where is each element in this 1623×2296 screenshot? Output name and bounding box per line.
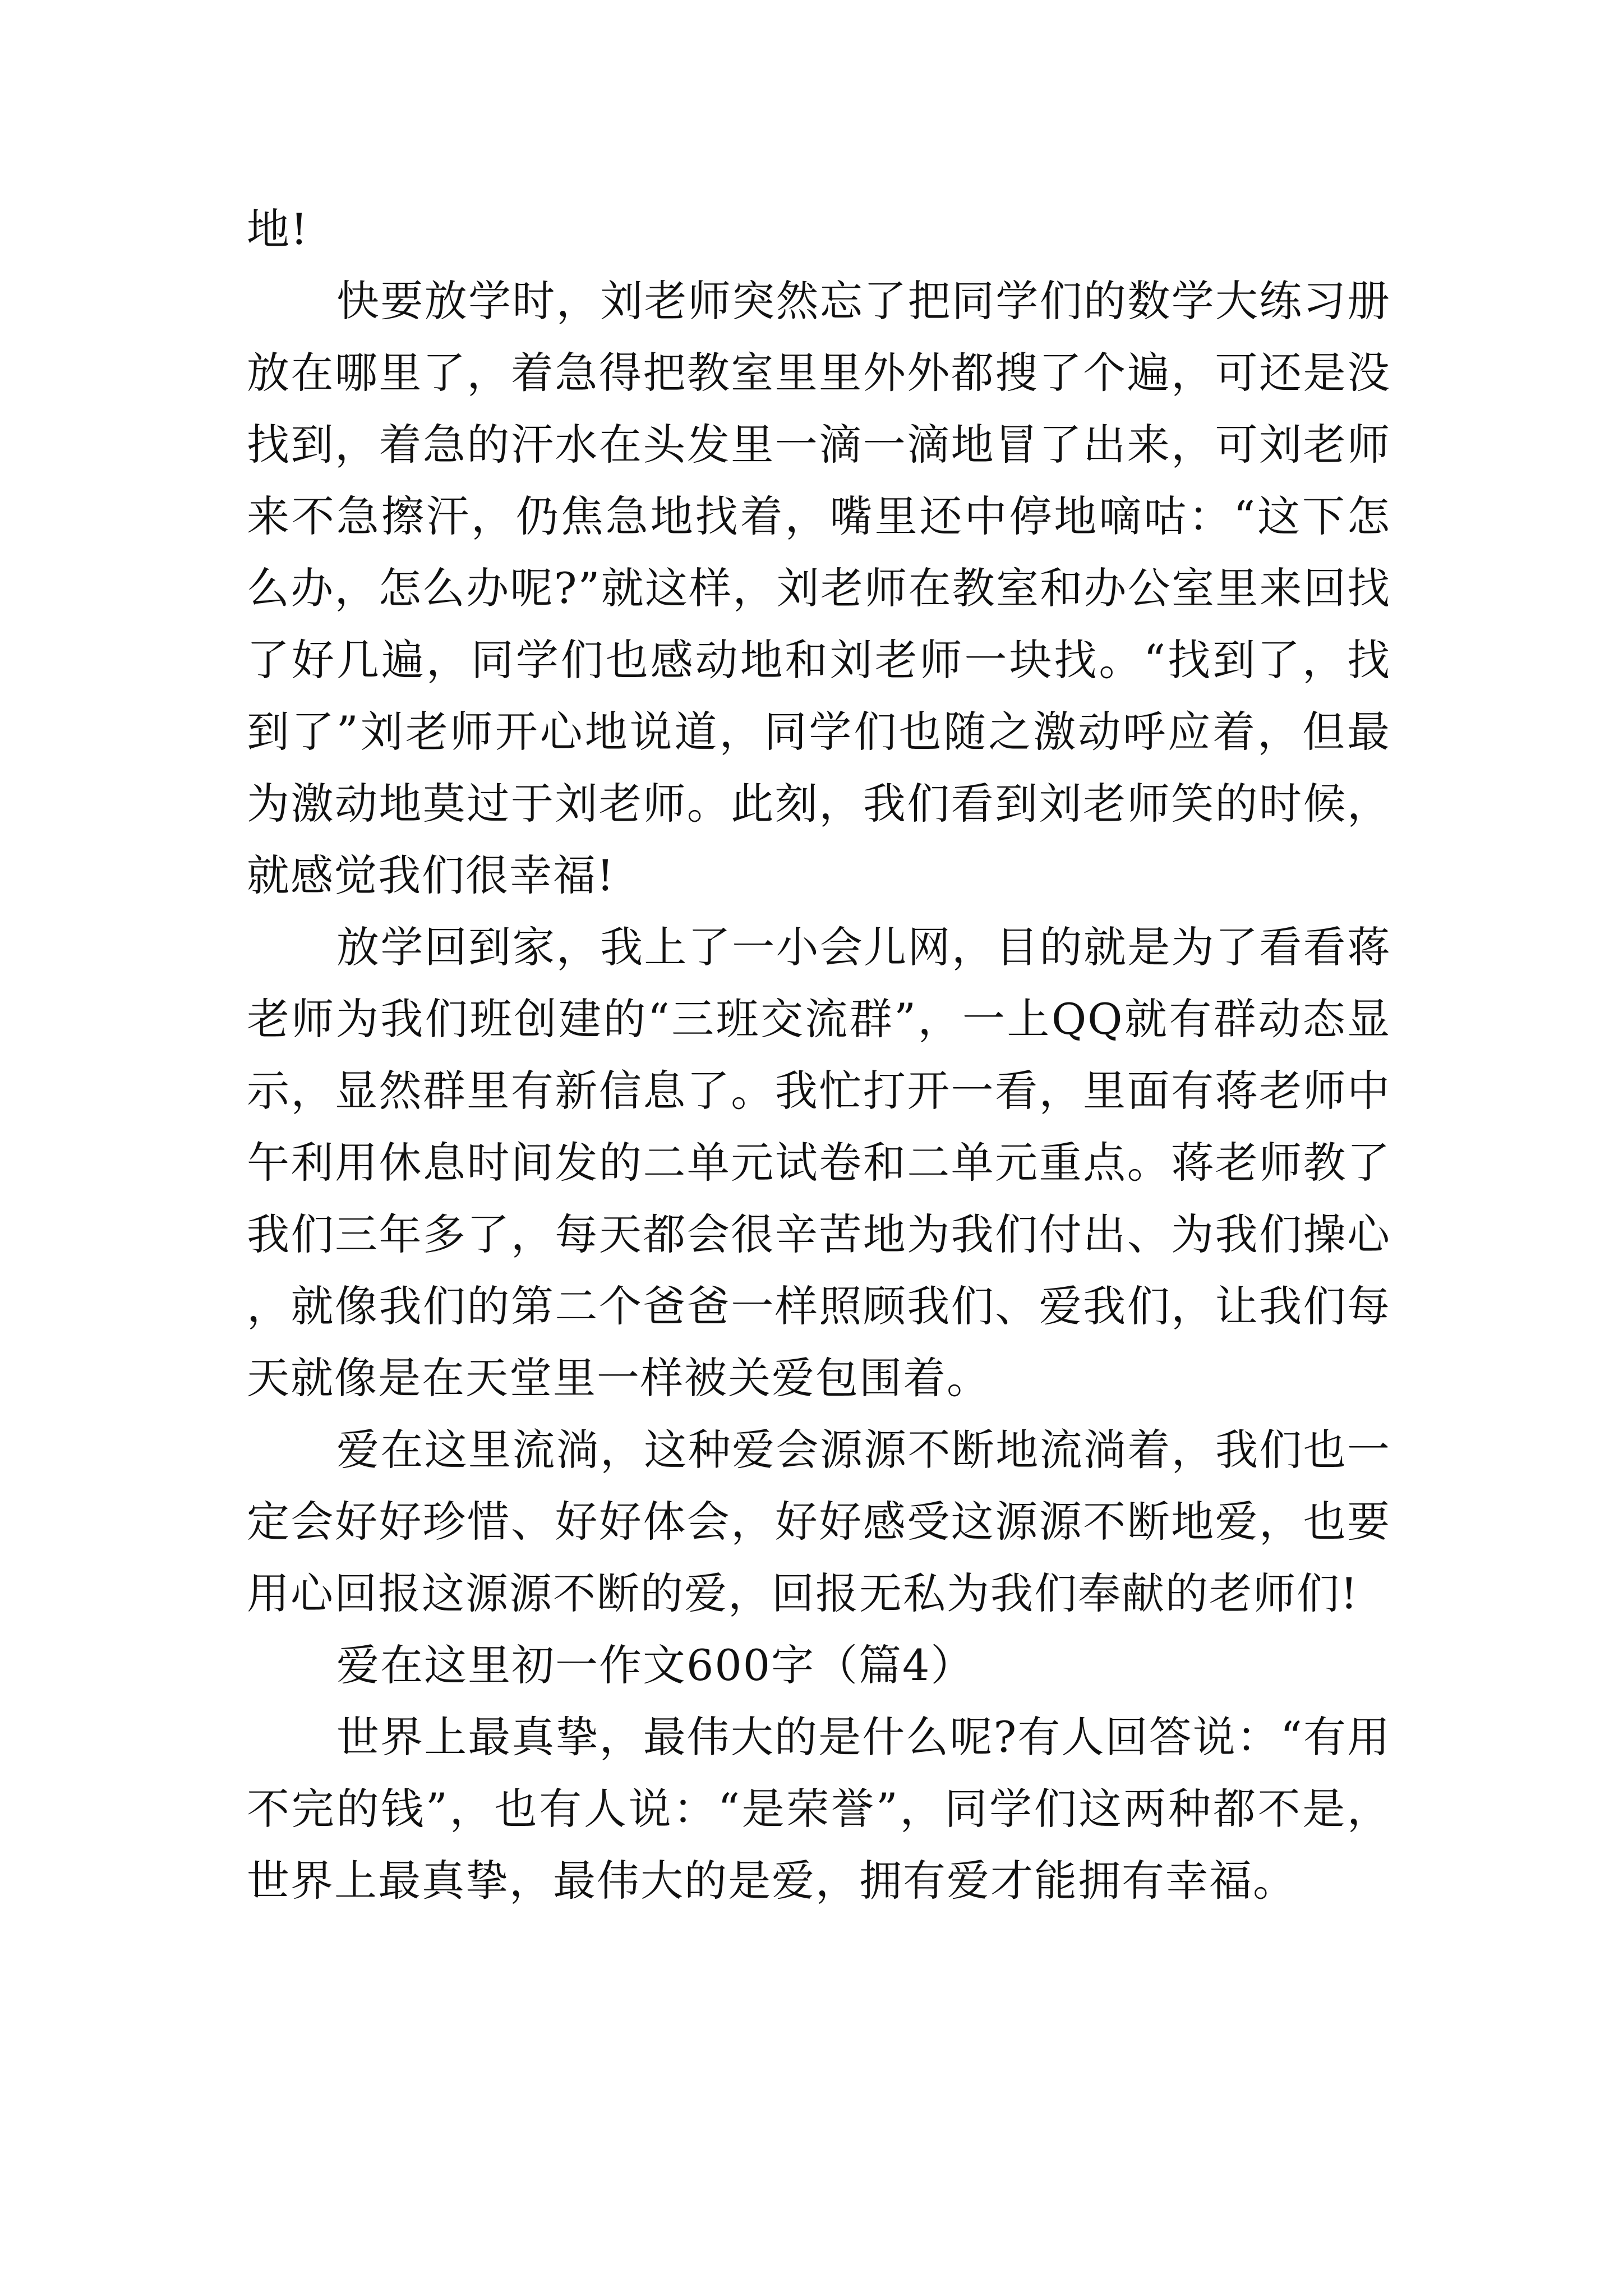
paragraph-continuation: 地! bbox=[247, 204, 309, 254]
essay-section-title: 爱在这里初一作文600字（篇4） bbox=[336, 1640, 975, 1690]
paragraph-most-sincere: 世界上最真挚，最伟大的是什么呢?有人回答说：“有用不完的钱”，也有人说：“是荣誉”，同学们这两种都不是，世界上最真挚，最伟大的是爱，拥有爱才能拥有幸福。 bbox=[247, 1712, 1391, 1906]
paragraph-class-group: 放学回到家，我上了一小会儿网，目的就是为了看看蒋老师为我们班创建的“三班交流群”，一上QQ就有群动态显示，显然群里有新信息了。我忙打开一看，里面有蒋老师中午利用休息时间发的二单元试卷和二单元重点。蒋老师教了我们三年多了，每天都会很辛苦地为我们付出、为我们操心，就像我们的第二个爸爸一样照顾我们、爱我们，让我们每天就像是在天堂里一样被关爱包围着。 bbox=[247, 922, 1391, 1403]
paragraph-teacher-workbook: 快要放学时，刘老师突然忘了把同学们的数学大练习册放在哪里了，着急得把教室里里外外都搜了个遍，可还是没找到，着急的汗水在头发里一滴一滴地冒了出来，可刘老师来不急擦汗，仍焦急地找着，嘴里还中停地嘀咕：“这下怎么办，怎么办呢?”就这样，刘老师在教室和办公室里来回找了好几遍，同学们也感动地和刘老师一块找。“找到了，找到了”刘老师开心地说道，同学们也随之激动呼应着，但最为激动地莫过于刘老师。此刻，我们看到刘老师笑的时候，就感觉我们很幸福! bbox=[247, 276, 1391, 900]
paragraph-love-flows: 爱在这里流淌，这种爱会源源不断地流淌着，我们也一定会好好珍惜、好好体会，好好感受这源源不断地爱，也要用心回报这源源不断的爱，回报无私为我们奉献的老师们! bbox=[247, 1425, 1391, 1618]
essay-body bbox=[247, 194, 1391, 1917]
